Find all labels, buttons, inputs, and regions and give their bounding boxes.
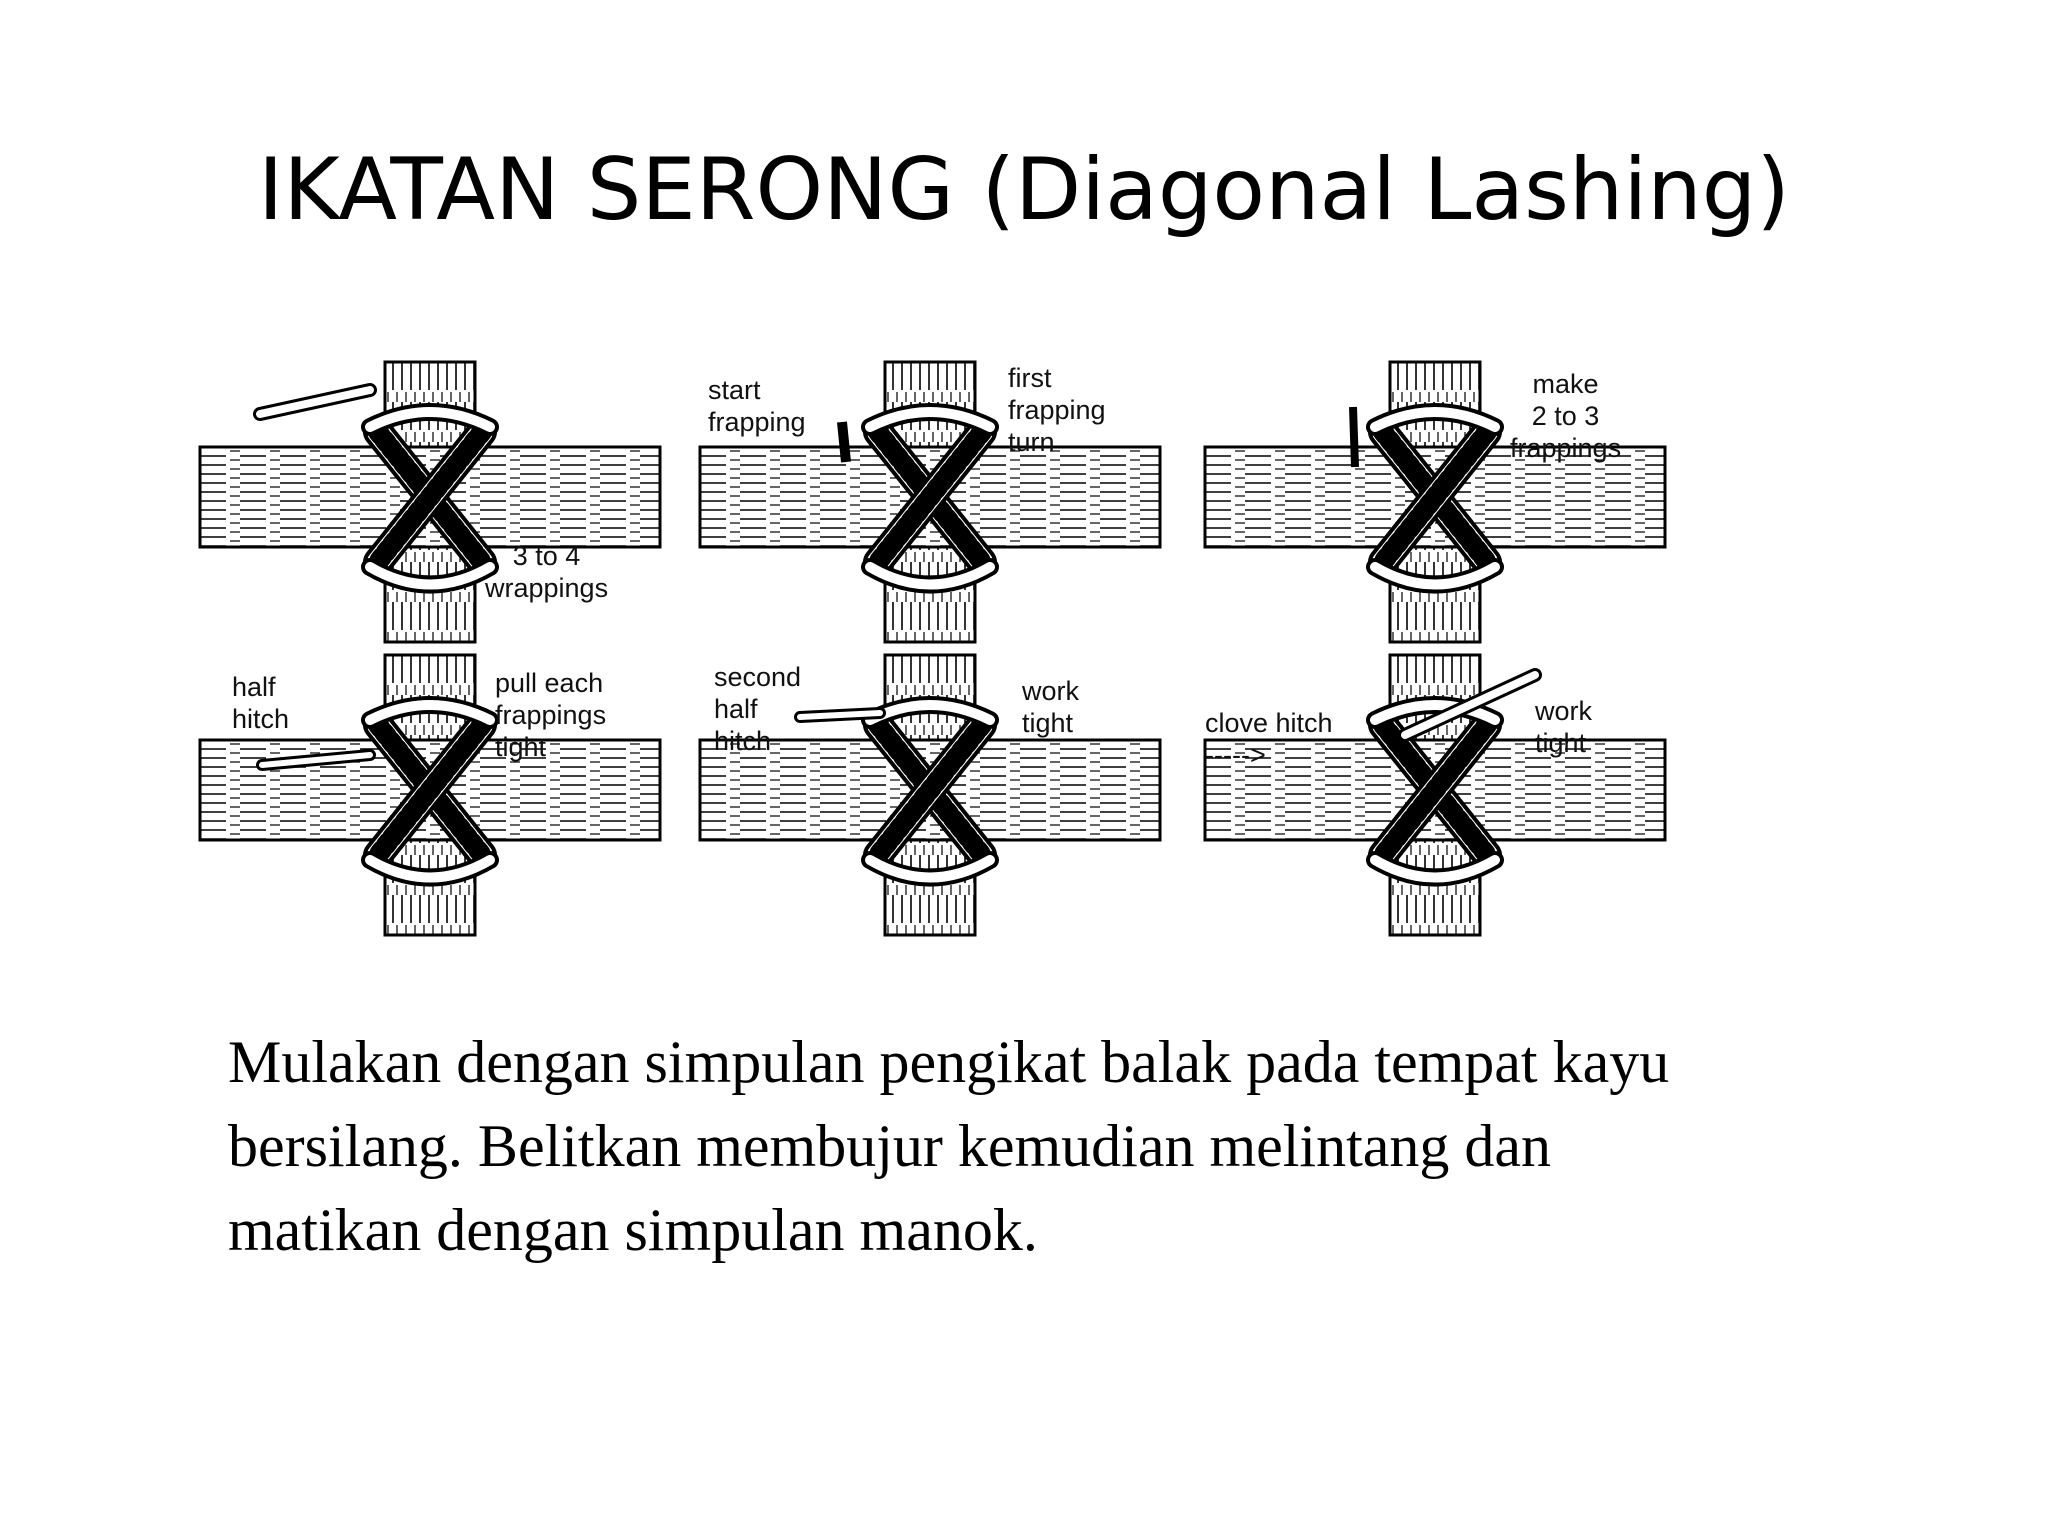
diagram-step-4 <box>200 655 660 935</box>
label-second-half-hitch: second half hitch <box>714 662 802 756</box>
label-half-hitch: half hitch <box>232 672 290 734</box>
label-pull-each-frappings: pull each frappings tight <box>495 668 607 762</box>
diagram-step-2 <box>700 362 1160 642</box>
label-work-tight: work tight <box>1022 676 1080 738</box>
diagram-step-5 <box>700 655 1160 935</box>
label-clove-hitch: clove hitch -----> <box>1205 708 1333 770</box>
label-start-frapping: start frapping <box>708 375 806 437</box>
diagram-step-6 <box>1205 655 1665 935</box>
slide-title: IKATAN SERONG (Diagonal Lashing) <box>258 140 1790 240</box>
diagram-step-3 <box>1205 362 1665 642</box>
description-paragraph: Mulakan dengan simpulan pengikat balak pada tempat kayu bersilang. Belitkan membujur kemudian melintang dan matikan dengan simpulan manok. <box>228 1029 1670 1263</box>
diagram-step-1 <box>200 362 660 642</box>
lashing-illustration <box>1205 655 1665 935</box>
label-first-frapping-turn: first frapping turn <box>1008 363 1106 457</box>
label-make-frappings: make 2 to 3 frappings <box>1510 369 1622 463</box>
label-work-tight-final: work tight <box>1535 696 1593 758</box>
label-wrappings: 3 to 4 wrappings <box>485 541 609 603</box>
